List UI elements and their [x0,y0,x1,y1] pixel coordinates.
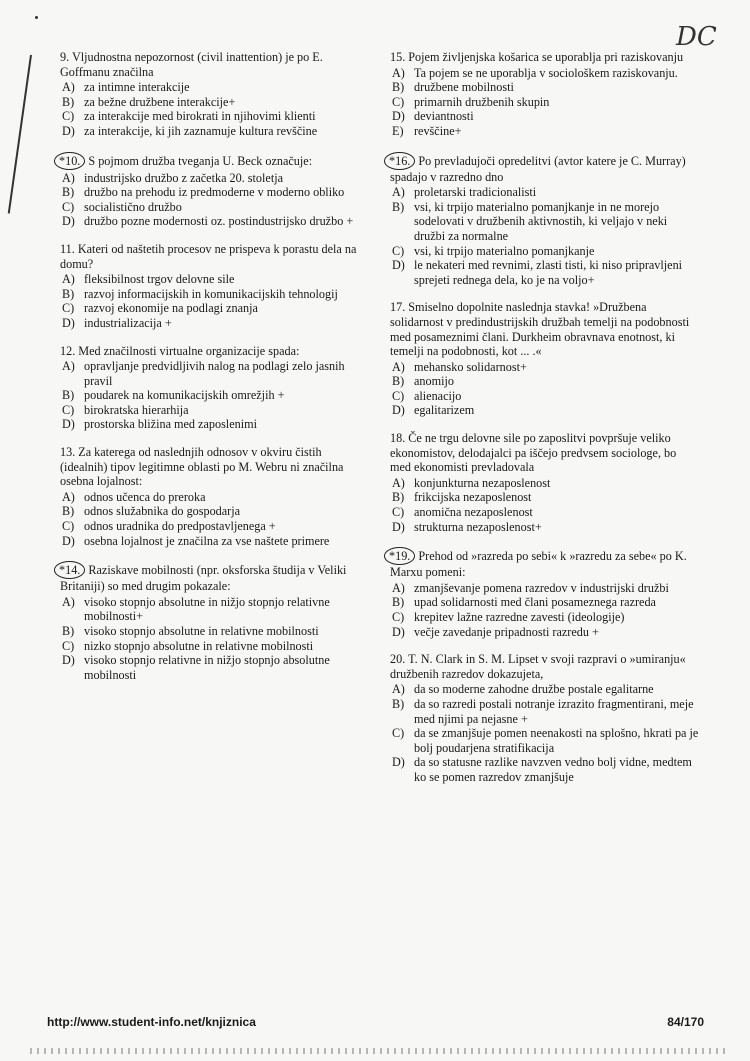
option-letter: C) [62,199,75,214]
answer-option [60,200,365,215]
question-number: *16. [384,152,415,170]
answer-option [390,505,700,520]
answer-option [390,374,700,389]
question-stem: Kateri od naštetih procesov ne prispeva k porastu dela na domu? [60,241,357,271]
question-stem: S pojmom družba tveganja U. Beck označuje: [88,153,313,168]
question-stem: Med značilnosti virtualne organizacije spada: [78,343,300,358]
option-text: industrijsko družbo z začetka 20. stoletja [84,170,284,185]
option-letter: C) [62,301,75,316]
question-18 [390,431,700,534]
right-column [390,50,700,798]
answer-option [390,595,700,610]
question-text [390,152,700,185]
option-letter: D) [392,258,405,273]
question-11 [60,242,365,331]
option-text: socialistično družbo [84,199,182,214]
answer-option [60,534,365,549]
option-letter: C) [392,388,405,403]
option-text: za bežne družbene interakcije+ [84,94,236,109]
option-letter: D) [62,214,75,229]
option-letter: A) [62,272,75,287]
question-number: 20. [390,652,406,667]
question-12 [60,344,365,433]
option-letter: A) [392,185,405,200]
question-number: 18. [390,431,406,446]
answer-option [390,403,700,418]
option-text: mehansko solidarnost+ [414,359,527,374]
handwritten-margin-line [8,55,32,214]
option-text: razvoj informacijskih in komunikacijskih tehnologij [84,286,338,301]
option-text: visoko stopnjo relativne in nižjo stopnjo absolutne mobilnosti [84,653,330,682]
option-text: anomijo [414,374,454,389]
question-text [60,50,365,79]
question-text [60,561,365,594]
answer-option [60,80,365,95]
answer-option [60,504,365,519]
answer-option [390,109,700,124]
question-text [60,242,365,271]
option-letter: D) [392,519,405,534]
option-text: opravljanje predvidljivih nalog na podlagi zelo jasnih pravil [84,359,345,388]
question-number: 15. [390,50,406,64]
option-letter: B) [392,199,405,214]
question-stem: Prehod od »razreda po sebi« k »razredu za sebe« po K. Marxu pomeni: [390,549,687,580]
answer-option [60,519,365,534]
left-column [60,50,365,695]
option-text: primarnih družbenih skupin [414,94,550,109]
answer-option [390,185,700,200]
option-letter: C) [392,94,405,109]
option-text: visoko stopnjo absolutne in relativne mobilnosti [84,624,319,638]
option-letter: A) [62,80,75,95]
option-text: da so statusne razlike navzven vedno bolj vidne, medtem ko se pomen razredov zmanjšuje [414,755,692,784]
option-letter: A) [62,359,75,374]
option-letter: E) [392,123,404,138]
option-letter: C) [62,638,75,653]
answer-option [390,258,700,287]
option-text: odnos učenca do preroka [84,489,206,504]
option-letter: B) [392,696,405,711]
option-letter: D) [392,109,405,124]
option-letter: A) [62,594,75,609]
answer-option [60,388,365,403]
option-letter: D) [62,123,75,138]
question-number: *19. [384,547,415,565]
option-letter: B) [392,374,405,389]
answer-option [390,95,700,110]
answer-option [390,389,700,404]
answer-option [390,244,700,259]
answer-option [60,214,365,229]
option-letter: B) [62,286,75,301]
question-text [390,50,700,65]
question-text [390,652,700,681]
question-stem: Smiselno dopolnite naslednja stavka! »Družbena solidarnost v predindustrijskih družbah temelji na podobnosti med posameznimi člani. Durkheim obravnava enotnost, ki temelji na podobnosti, kot ... .« [390,300,690,359]
footer-url[interactable]: http://www.student-info.net/knjiznica [47,1015,256,1029]
answer-option [60,124,365,139]
answer-option [390,476,700,491]
question-text [390,547,700,580]
option-letter: A) [392,65,405,80]
answer-option [390,625,700,640]
option-letter: B) [62,185,75,200]
answer-option [390,610,700,625]
answer-option [390,124,700,139]
option-text: alienacijo [414,388,462,403]
answer-option [60,171,365,186]
question-16 [390,152,700,288]
question-17 [390,300,700,418]
question-number: 17. [390,300,406,315]
option-text: da so moderne zahodne družbe postale egalitarne [414,682,654,697]
option-text: visoko stopnjo absolutne in nižjo stopnjo relativne mobilnosti+ [84,594,330,624]
answer-option [60,417,365,432]
option-text: vsi, ki trpijo materialno pomanjkanje in ne morejo sodelovati v družbenih aktivnostih, ki veljajo v neki družbi za normalne [414,199,668,243]
question-stem: Po prevladujoči opredelitvi (avtor katere je C. Murray) spadajo v razredno dno [390,153,686,184]
option-letter: D) [392,624,405,639]
option-text: upad solidarnosti med člani posameznega razreda [414,595,656,610]
answer-option [60,639,365,654]
option-letter: A) [392,475,405,490]
option-text: vsi, ki trpijo materialno pomanjkanje [414,243,595,258]
option-text: da se zmanjšuje pomen neenakosti na splošno, hkrati pa je bolj poudarjena stratifikacija [414,726,699,755]
option-letter: C) [62,402,75,417]
option-text: proletarski tradicionalisti [414,185,537,200]
option-text: Ta pojem se ne uporablja v sociološkem raziskovanju. [414,65,678,80]
question-13 [60,445,365,548]
option-letter: C) [392,726,405,741]
question-9 [60,50,365,139]
page-number: 84/170 [667,1015,704,1029]
option-letter: C) [392,610,405,624]
question-number: *14. [54,561,85,579]
answer-option [60,95,365,110]
answer-option [390,490,700,505]
option-text: družbo pozne modernosti oz. postindustrijsko družbo + [84,214,354,229]
option-letter: C) [62,109,75,124]
option-letter: D) [62,653,75,668]
option-text: frikcijska nezaposlenost [414,490,532,505]
answer-option [60,653,365,682]
answer-option [390,80,700,95]
option-letter: C) [392,243,405,258]
answer-option [390,755,700,784]
option-letter: A) [392,682,405,697]
answer-option [60,595,365,624]
option-letter: B) [392,595,405,610]
question-stem: Vljudnostna nepozornost (civil inattention) je po E. Goffmanu značilna [60,50,323,79]
question-text [60,445,365,489]
option-text: odnos uradnika do predpostavljenega + [84,519,276,534]
option-letter: D) [392,755,405,770]
question-number: 11. [60,241,75,256]
option-text: anomična nezaposlenost [414,505,533,520]
option-letter: B) [392,80,405,95]
option-text: zmanjševanje pomena razredov v industrijski družbi [414,580,669,595]
option-text: osebna lojalnost je značilna za vse naštete primere [84,533,330,548]
option-letter: B) [62,624,75,638]
question-14 [60,561,365,682]
scan-speck [35,16,38,19]
option-letter: C) [62,519,75,534]
answer-option [60,403,365,418]
option-text: za interakcije, ki jih zaznamuje kultura revščine [84,123,318,138]
question-number: 12. [60,343,76,358]
question-stem: Raziskave mobilnosti (npr. oksforska študija v Veliki Britaniji) so med drugim pokazale: [60,563,347,594]
option-text: birokratska hierarhija [84,402,189,417]
option-text: za intimne interakcije [84,80,190,95]
option-letter: D) [62,417,75,432]
option-text: krepitev lažne razredne zavesti (ideologije) [414,610,625,624]
option-text: nizko stopnjo absolutne in relativne mobilnosti [84,638,314,653]
answer-option [390,697,700,726]
option-letter: A) [392,580,405,595]
answer-option [390,66,700,81]
question-stem: Če ne trgu delovne sile po zaposlitvi povpršuje veliko ekonomistov, delodajalci pa iščejo predvsem sociologe, bo med ekonomisti prevladovala [390,431,677,475]
option-letter: B) [392,490,405,505]
option-letter: A) [62,489,75,504]
option-text: industrializacija + [84,315,172,330]
option-text: družbo na prehodu iz predmoderne v moderno obliko [84,185,345,200]
answer-option [60,316,365,331]
question-stem: T. N. Clark in S. M. Lipset v svoji razpravi o »umiranju« družbenih razredov dokazujeta, [390,652,686,681]
option-text: poudarek na komunikacijskih omrežjih + [84,388,285,403]
question-20 [390,652,700,784]
question-number: 9. [60,50,70,64]
option-letter: D) [62,315,75,330]
answer-option [60,185,365,200]
option-letter: D) [62,533,75,548]
question-stem: Za katerega od naslednjih odnosov v okviru čistih (idealnih) tipov legitimne oblasti po M. Webru ni značilna osebna lojalnost: [60,445,344,489]
option-text: egalitarizem [414,403,475,418]
option-letter: B) [62,504,75,519]
answer-option [60,624,365,639]
option-text: družbene mobilnosti [414,80,514,95]
option-letter: A) [392,359,405,374]
option-text: revščine+ [414,123,462,138]
option-text: da so razredi postali notranje izrazito fragmentirani, meje med njimi pa nejasne + [414,696,694,726]
option-text: konjunkturna nezaposlenost [414,475,551,490]
option-letter: C) [392,505,405,520]
answer-option [60,287,365,302]
question-text [390,431,700,475]
question-15 [390,50,700,139]
answer-option [60,301,365,316]
answer-option [60,490,365,505]
question-text [60,344,365,359]
question-text [60,152,365,170]
option-text: odnos služabnika do gospodarja [84,504,241,519]
option-letter: B) [62,94,75,109]
answer-option [60,359,365,388]
handwritten-note: DC [676,22,717,52]
option-text: le nekateri med revnimi, zlasti tisti, ki niso pripravljeni sprejeti rednega dela, ko je na voljo+ [414,258,683,287]
answer-option [390,581,700,596]
answer-option [390,682,700,697]
option-text: deviantnosti [414,109,474,124]
option-text: prostorska bližina med zaposlenimi [84,417,257,432]
option-text: fleksibilnost trgov delovne sile [84,272,235,287]
answer-option [390,520,700,535]
option-letter: D) [392,403,405,418]
question-number: 13. [60,445,76,460]
question-text [390,300,700,358]
answer-option [390,200,700,244]
question-number: *10. [54,152,85,170]
option-text: večje zavedanje pripadnosti razredu + [414,624,599,639]
answer-option [60,109,365,124]
question-19 [390,547,700,639]
option-text: razvoj ekonomije na podlagi znanja [84,301,258,316]
option-text: za interakcije med birokrati in njihovimi klienti [84,109,316,124]
question-stem: Pojem življenjska košarica se uporablja pri raziskovanju [408,50,684,64]
scan-artifact [30,1048,730,1054]
answer-option [390,360,700,375]
option-letter: B) [62,388,75,403]
option-letter: A) [62,170,75,185]
option-text: strukturna nezaposlenost+ [414,519,542,534]
answer-option [390,726,700,755]
question-10 [60,152,365,229]
answer-option [60,272,365,287]
